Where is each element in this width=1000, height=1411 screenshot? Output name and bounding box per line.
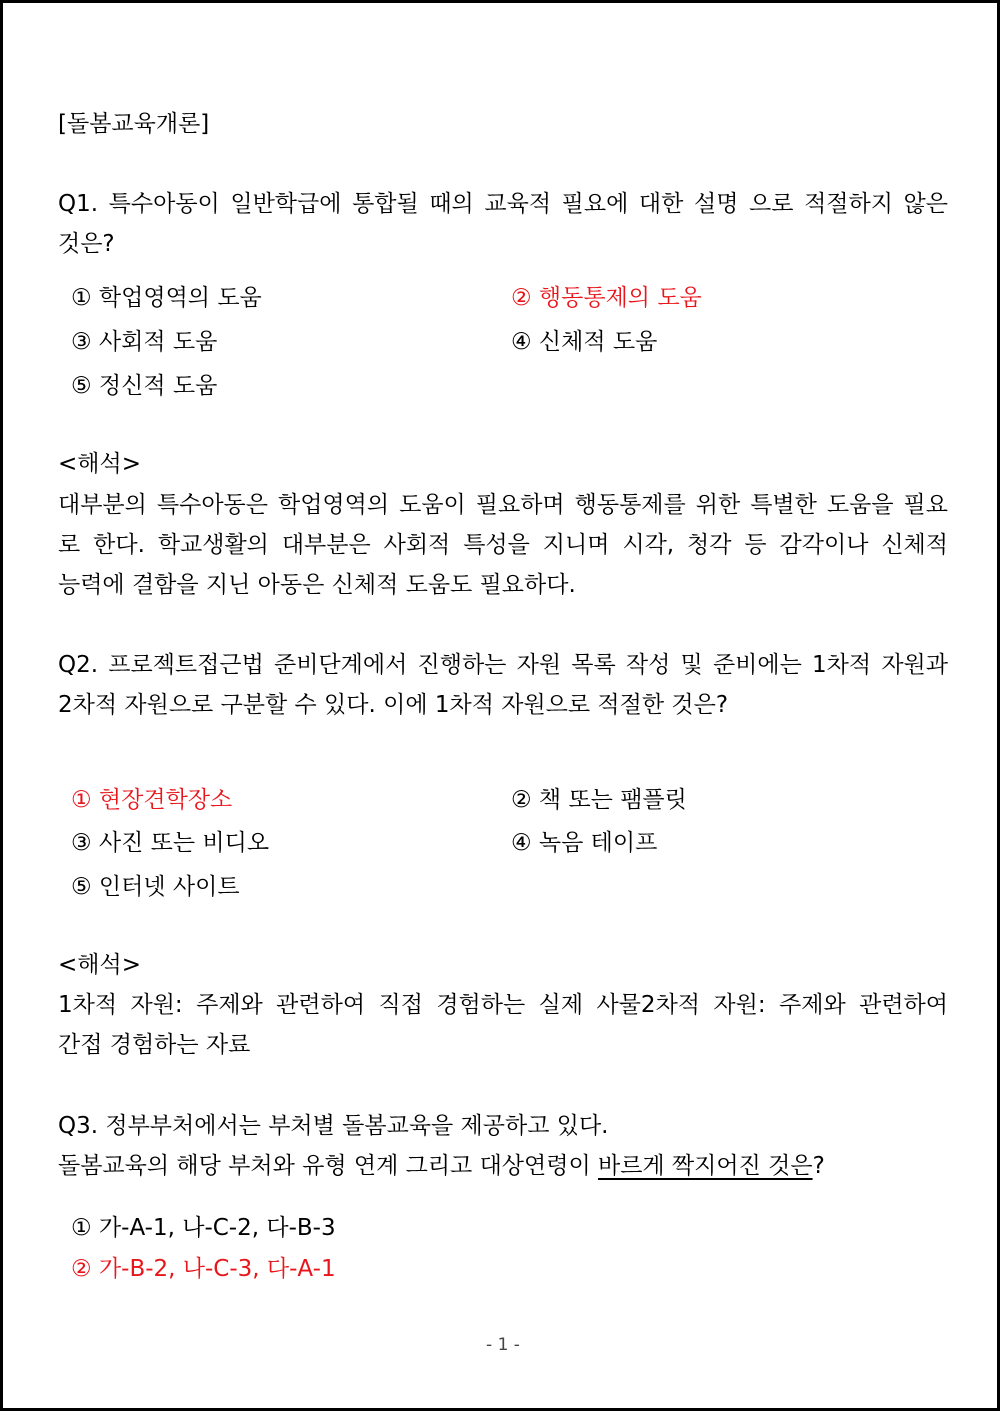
q3-option-1: ① 가-A-1, 나-C-2, 다-B-3 — [71, 1215, 336, 1241]
q3-option-2-answer: ② 가-B-2, 나-C-3, 다-A-1 — [71, 1256, 336, 1282]
q1-question-line2: 것은? — [58, 231, 115, 257]
page-number: - 1 - — [486, 1335, 520, 1355]
q2-question-line1: Q2. 프로젝트접근법 준비단계에서 진행하는 자원 목록 작성 및 준비에는 1차적 자원과 — [58, 652, 948, 678]
q1-option-2-answer: ② 행동통제의 도움 — [511, 285, 702, 311]
q2-option-2: ② 책 또는 팸플릿 — [511, 787, 687, 813]
q3-question-line2 — [58, 1151, 948, 1181]
q1-option-4: ④ 신체적 도움 — [511, 329, 658, 355]
q2-explanation-label: <해석> — [58, 952, 141, 978]
q3-question-line1: Q3. 정부부처에서는 부처별 돌봄교육을 제공하고 있다. — [58, 1113, 609, 1139]
q3-question-mark: ? — [812, 1153, 825, 1179]
q1-option-1: ① 학업영역의 도움 — [71, 285, 262, 311]
q3-question-text: 돌봄교육의 해당 부처와 유형 연계 그리고 대상연령이 — [58, 1153, 598, 1179]
q1-explanation-line1: 대부분의 특수아동은 학업영역의 도움이 필요하며 행동통제를 위한 특별한 도움을 필요 — [58, 492, 948, 518]
section-header: [돌봄교육개론] — [58, 111, 210, 137]
q3-underlined-phrase: 바르게 짝지어진 것은 — [597, 1153, 813, 1179]
q2-question-line2: 2차적 자원으로 구분할 수 있다. 이에 1차적 자원으로 적절한 것은? — [58, 692, 729, 718]
q2-option-5: ⑤ 인터넷 사이트 — [71, 874, 240, 900]
q2-option-1-answer: ① 현장견학장소 — [71, 787, 233, 813]
q1-explanation-label: <해석> — [58, 451, 141, 477]
q2-option-4: ④ 녹음 테이프 — [511, 830, 658, 856]
q1-option-5: ⑤ 정신적 도움 — [71, 373, 218, 399]
q1-question-line1: Q1. 특수아동이 일반학급에 통합될 때의 교육적 필요에 대한 설명 으로 적절하지 않은 — [58, 191, 948, 217]
q2-option-3: ③ 사진 또는 비디오 — [71, 830, 270, 856]
q2-explanation-line2: 간접 경험하는 자료 — [58, 1032, 251, 1058]
q1-option-3: ③ 사회적 도움 — [71, 329, 218, 355]
q1-explanation-line2: 로 한다. 학교생활의 대부분은 사회적 특성을 지니며 시각, 청각 등 감각이나 신체적 — [58, 532, 948, 558]
q1-explanation-line3: 능력에 결함을 지닌 아동은 신체적 도움도 필요하다. — [58, 572, 576, 598]
q2-explanation-line1: 1차적 자원: 주제와 관련하여 직접 경험하는 실제 사물2차적 자원: 주제와 관련하여 — [58, 992, 948, 1018]
